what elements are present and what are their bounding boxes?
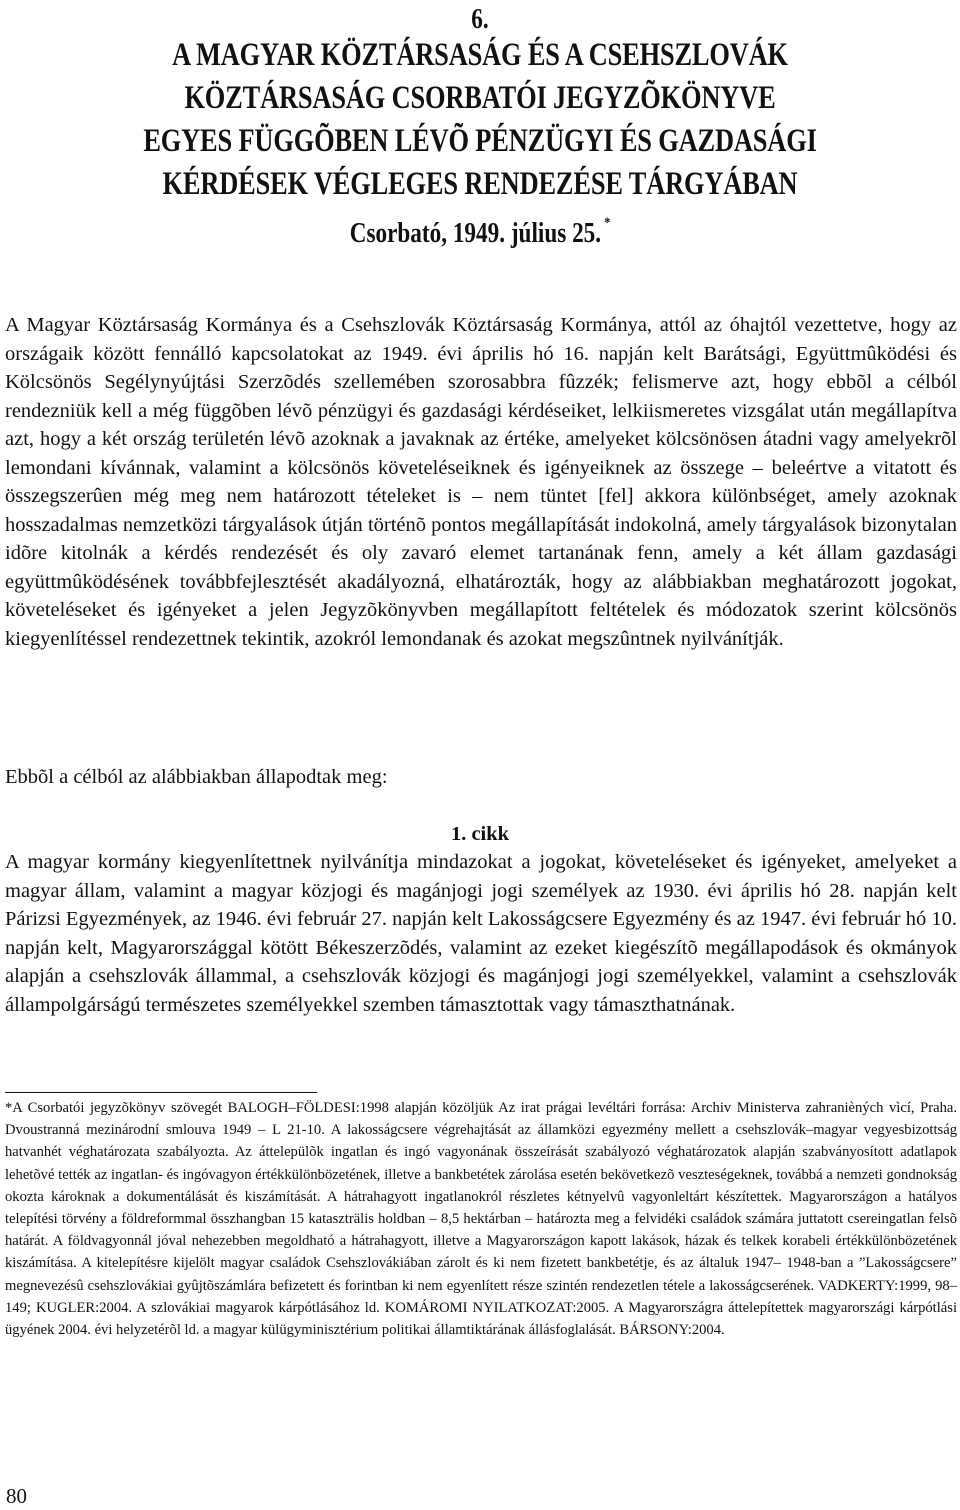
place-date: Csorbató, 1949. július 25. — [349, 217, 602, 249]
document-number: 6. — [471, 3, 489, 35]
title-line: A MAGYAR KÖZTÁRSASÁG ÉS A CSEHSZLOVÁK — [172, 37, 788, 73]
agreement-line: Ebbõl a célból az alábbiakban állapodtak meg: — [5, 766, 388, 788]
article-paragraph: A magyar kormány kiegyenlítettnek nyilvánítja mindazokat a jogokat, követeléseket és igényeket, amelyeket a magyar állam, valamint a magyar közjogi és magánjogi jogi személyek az 1930. évi április hó 28. napján kelt Párizsi Egyezmények, az 1946. évi február 27. napján kelt Lakosságcsere Egyezmény és az 1947. évi február hó 10. napján kelt, Magyarországgal kötött Békeszerzõdés, valamint az ezeket kiegészítõ megállapodások és okmányok alapján a csehszlovák állammal, a csehszlovák közjogi és magánjogi jogi személyekkel, valamint a csehszlovák állampolgárságú természetes személyekkel szemben támasztottak vagy támaszthatnának. — [5, 851, 957, 1016]
place-date-line — [96, 206, 864, 250]
title-line: KÉRDÉSEK VÉGLEGES RENDEZÉSE TÁRGYÁBAN — [162, 166, 798, 202]
document-title — [96, 34, 864, 206]
preamble-paragraph: A Magyar Köztársaság Kormánya és a Csehszlovák Köztársaság Kormánya, attól az óhajtól vezettetve, hogy az országaik között fennálló kapcsolatokat az 1949. évi április hó 16. napján kelt Barátsági, Együttmûködési és Kölcsönös Segélynyújtási Szerzõdés szellemében szorosabbra fûzzék; felismerve azt, hogy ebbõl a célból rendezniük kell a még függõben lévõ pénzügyi és gazdasági kérdéseiket, lelkiismeretes vizsgálat után megállapítva azt, hogy a két ország területén lévõ azoknak a javaknak az értéke, amelyeket kölcsönösen átadni vagy amelyekrõl lemondani kívánnak, valamint a kölcsönös követeléseiknek és igényeiknek az összege – beleértve a vitatott és összegszerûen még meg nem határozott tételeket is – nem tüntet [fel] akkora különbséget, amely azoknak hosszadalmas nemzetközi tárgyalások útján történõ pontos megállapítását indokolná, amely tárgyalások bizonytalan idõre kitolnák a kérdés rendezését és oly zavaró elemet tartanának fenn, amely a két állam gazdasági együttmûködésének továbbfejlesztését akadályozná, elhatározták, hogy az alábbiakban meghatározott jogokat, követeléseket és igényeket a jelen Jegyzõkönyvben megállapított feltételek és módozatok szerint kölcsönös kiegyenlítéssel rendezettnek tekintik, azokról lemondanak és azokat megszûntnek nyilvánítják. — [5, 314, 957, 650]
article-heading: 1. cikk — [450, 823, 510, 845]
footnote-text: *A Csorbatói jegyzõkönyv szövegét BALOGH–FÖLDESI:1998 alapján közöljük Az irat prágai levéltári forrása: Archiv Ministerva zahranièných vìcí, Praha. Dvoustranná mezinárodní smlouva 1949 – L 21-10. A lakosságcsere végrehajtását az államközi egyezmény mellett a csehszlovák–magyar vegyesbizottság hatvanhét véghatározata szabályozta. Az áttelepülõk ingatlan és ingó vagyonának összeírását szabályozó véghatározatok alapján szabványosított adatlapok lehetõvé tették az ingatlan- és ingóvagyon értékkülönbözetének, illetve a bankbetétek zárolása esetén bekövetkezõ veszteségeknek, továbbá a nemzeti gondnokság okozta károknak a dokumentálását és kiszámítását. A hátrahagyott ingatlanokról részletes kétnyelvû vagyonleltárt készítettek. Magyarországon a hatályos telepítési törvény a földreformmal összhangban 15 kataszträlis holdban – 8,5 hektárban – határozta meg a felvidéki családok számára juttatott csereingatlan felsõ határát. A földvagyonnál jóval nehezebben megoldható a hátrahagyott, illetve a Magyarországon kapott lakások, házak és telkek korabeli értékkülönbözetének kiszámítása. A kitelepítésre kijelölt magyar családok Csehszlovákiában zárolt és ki nem fizetett bankbetétje, és az általuk 1947– 1948-ban a ”Lakosságcsere” megnevezésû csehszlovákiai gyûjtõszámlára befizetett és forintban ki nem egyenlített része szintén rendezetlen tétele a lakosságcserének. VADKERTY:1999, 98–149; KUGLER:2004. A szlovákiai magyarok kárpótlásához ld. KOMÁROMI NYILATKOZAT:2005. A Magyarországra áttelepítettek magyarországi kárpótlási ügyének 2004. évi helyzetérõl ld. a magyar külügyminisztérium politikai államtiktárának állásfoglalását. BÁRSONY:2004. — [5, 1100, 957, 1339]
title-line: KÖZTÁRSASÁG CSORBATÓI JEGYZÕKÖNYVE — [184, 80, 776, 116]
footnote-divider — [5, 1092, 317, 1093]
footnote-marker: * — [604, 215, 611, 231]
title-line: EGYES FÜGGÕBEN LÉVÕ PÉNZÜGYI ÉS GAZDASÁGI — [143, 123, 817, 159]
page-number: 80 — [6, 1484, 27, 1508]
